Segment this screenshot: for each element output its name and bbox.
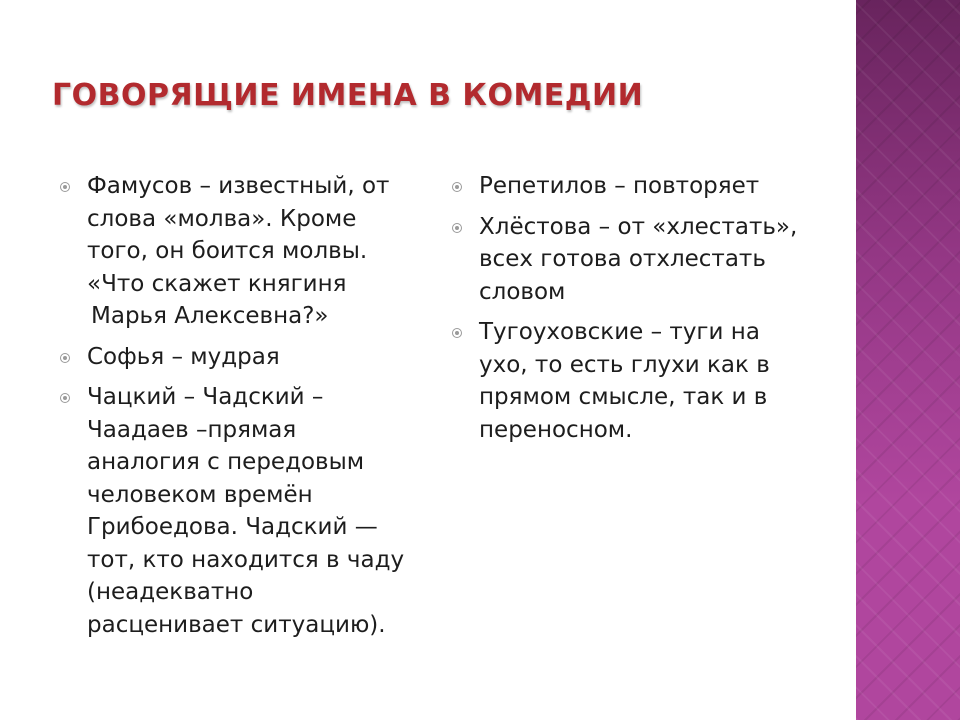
text-line: расценивает ситуацию). (87, 611, 386, 638)
decorative-side-band (853, 0, 960, 720)
text-line: Хлёстова – от «хлестать», (479, 213, 798, 240)
text-line: переносном. (479, 416, 633, 443)
text-line: прямом смысле, так и в (479, 384, 768, 410)
text-line: Софья – мудрая (87, 343, 280, 370)
list-item-famusov (60, 170, 420, 333)
diamond-pattern (856, 0, 960, 720)
list-item-sofya (60, 341, 420, 374)
left-column-list (60, 170, 420, 649)
text-line: Тугоуховские – туги на (479, 319, 760, 345)
circle-bullet-icon (452, 182, 462, 192)
circle-bullet-icon (452, 328, 462, 338)
circle-bullet-icon (60, 353, 70, 363)
list-item-repetilov (452, 170, 822, 203)
text-line: словом (479, 278, 566, 305)
text-line: (неадекватно (87, 579, 254, 605)
circle-bullet-icon (452, 223, 462, 233)
text-line: Фамусов – известный, от (87, 173, 390, 199)
list-item-tugoukhovskie (452, 316, 822, 446)
circle-bullet-icon (60, 393, 70, 403)
text-line: человеком времён (87, 481, 313, 508)
text-line: «Что скажет княгиня (87, 270, 347, 297)
text-line: слова «молва». Кроме (87, 205, 357, 232)
text-line: Чацкий – Чадский – (87, 384, 324, 410)
list-item-khlyostova (452, 211, 822, 309)
text-line: аналогия с передовым (87, 449, 365, 475)
text-line: всех готова отхлестать (479, 246, 766, 272)
text-line: ухо, то есть глухи как в (479, 351, 770, 378)
text-line: того, он боится молвы. (87, 238, 368, 264)
circle-bullet-icon (60, 182, 70, 192)
text-line: тот, кто находится в чаду (87, 546, 405, 573)
list-item-chatsky (60, 381, 420, 641)
slide-title: ГОВОРЯЩИЕ ИМЕНА В КОМЕДИИ (52, 78, 644, 114)
right-column-list (452, 170, 822, 454)
text-line: Чаадаев –прямая (87, 416, 297, 443)
text-line: Грибоедова. Чадский — (87, 514, 378, 540)
text-line: Репетилов – повторяет (479, 173, 760, 199)
text-line: Марья Алексевна?» (91, 303, 329, 329)
